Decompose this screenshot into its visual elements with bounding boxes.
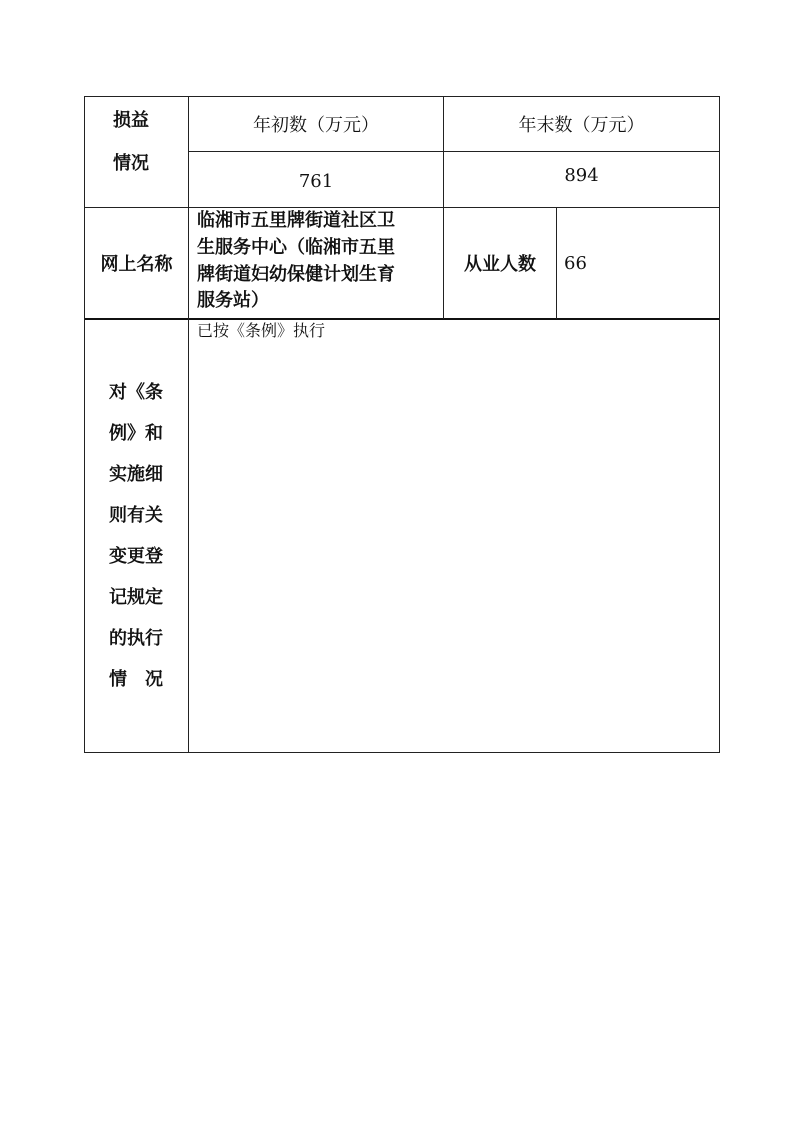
start-amount-value: 761 (298, 170, 334, 192)
implementation-label-line7: 的执行 (109, 628, 163, 649)
implementation-label-line8: 情 况 (109, 669, 163, 690)
end-amount-value: 894 (564, 164, 599, 186)
implementation-label-line2: 例》和 (109, 423, 163, 444)
profit-loss-label-line2: 情况 (113, 153, 149, 174)
implementation-label-line1: 对《条 (109, 382, 163, 403)
employees-label: 从业人数 (464, 254, 536, 275)
online-name-line3: 牌街道妇幼保健计划生育 (197, 264, 395, 285)
implementation-label-line5: 变更登 (109, 546, 163, 567)
online-name-line1: 临湘市五里牌街道社区卫 (197, 210, 395, 231)
employees-value: 66 (564, 253, 587, 274)
implementation-label-line4: 则有关 (109, 505, 163, 526)
online-name-label: 网上名称 (100, 254, 173, 275)
implementation-content: 已按《条例》执行 (197, 321, 326, 340)
implementation-label-line3: 实施细 (109, 464, 163, 485)
end-amount-header: 年末数（万元） (518, 115, 645, 136)
table-bottom-border (84, 752, 720, 753)
online-name-line2: 生服务中心（临湘市五里 (197, 237, 395, 258)
online-name-line4: 服务站） (197, 290, 269, 311)
table-left-border (84, 96, 85, 753)
start-amount-header: 年初数（万元） (253, 115, 379, 136)
profit-loss-label-line1: 损益 (113, 110, 149, 131)
implementation-label-line6: 记规定 (109, 587, 163, 608)
table-right-border (719, 96, 720, 753)
employee-column-divider (556, 207, 557, 319)
